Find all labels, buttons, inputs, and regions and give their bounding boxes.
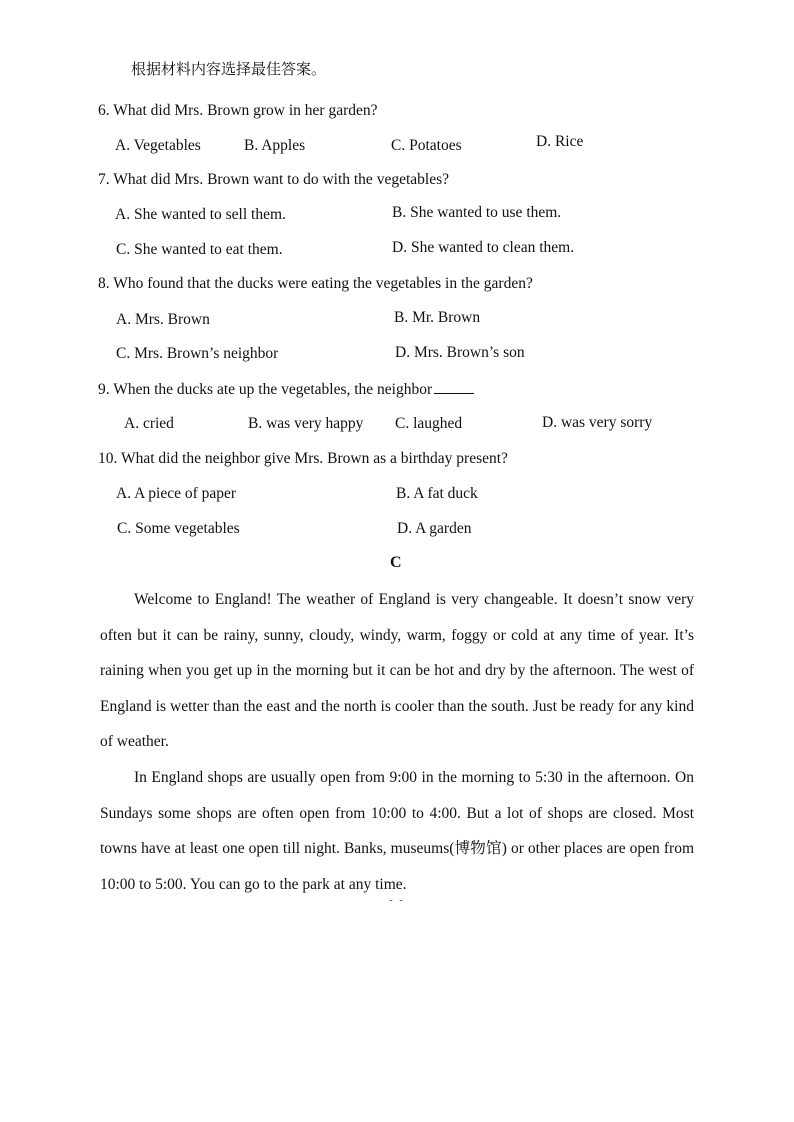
answer-blank (434, 379, 474, 394)
question-8-option-b: B. Mr. Brown (394, 309, 481, 326)
question-9-option-a: A. cried (124, 415, 174, 432)
question-6-stem: 6. What did Mrs. Brown grow in her garden? (98, 102, 378, 119)
question-10-stem: 10. What did the neighbor give Mrs. Brown as a birthday present? (98, 450, 508, 467)
question-10-option-a: A. A piece of paper (116, 485, 237, 502)
question-9-option-c: C. laughed (395, 415, 463, 432)
question-8-option-c: C. Mrs. Brown’s neighbor (116, 345, 279, 362)
question-8-option-a: A. Mrs. Brown (116, 311, 210, 328)
page-number: - - (389, 894, 406, 906)
question-8-stem: 8. Who found that the ducks were eating the vegetables in the garden? (98, 275, 533, 292)
question-6-option-a: A. Vegetables (115, 137, 201, 154)
question-7-option-b: B. She wanted to use them. (392, 204, 562, 221)
section-label: C (390, 554, 402, 571)
question-6-option-d: D. Rice (536, 133, 584, 150)
question-10-option-c: C. Some vegetables (117, 520, 240, 537)
question-9-option-d: D. was very sorry (542, 414, 653, 431)
passage-paragraph-1: Welcome to England! The weather of England is very changeable. It doesn’t snow very often but it can be rainy, sunny, cloudy, windy, warm, foggy or cold at any time of year. It’s raining when you get up in the morning but it can be hot and dry by the afternoon. The west of England is wetter than the east and the north is cooler than the south. Just be ready for any kind of weather. (100, 591, 694, 750)
question-6-option-c: C. Potatoes (391, 137, 462, 154)
passage-paragraph-2: In England shops are usually open from 9:00 in the morning to 5:30 in the afternoon. On Sundays some shops are often open from 10:00 to 4:00. But a lot of shops are closed. Most towns have at least one open till night. Banks, museums(博物馆) or other places are open from 10:00 to 5:00. You can go to the park at any time. (100, 769, 694, 893)
question-7-stem: 7. What did Mrs. Brown want to do with the vegetables? (98, 171, 449, 188)
question-8-option-d: D. Mrs. Brown’s son (395, 344, 525, 361)
question-9-stem-text: 9. When the ducks ate up the vegetables, the neighbor (98, 381, 433, 398)
instruction-text: 根据材料内容选择最佳答案。 (131, 62, 327, 78)
question-7-option-d: D. She wanted to clean them. (392, 239, 575, 256)
question-7-option-c: C. She wanted to eat them. (116, 241, 283, 258)
question-9-stem (98, 379, 474, 400)
question-6-option-b: B. Apples (244, 137, 306, 154)
question-9-option-b: B. was very happy (248, 415, 364, 432)
question-7-option-a: A. She wanted to sell them. (115, 206, 286, 223)
question-10-option-d: D. A garden (397, 520, 472, 537)
question-10-option-b: B. A fat duck (396, 485, 478, 502)
